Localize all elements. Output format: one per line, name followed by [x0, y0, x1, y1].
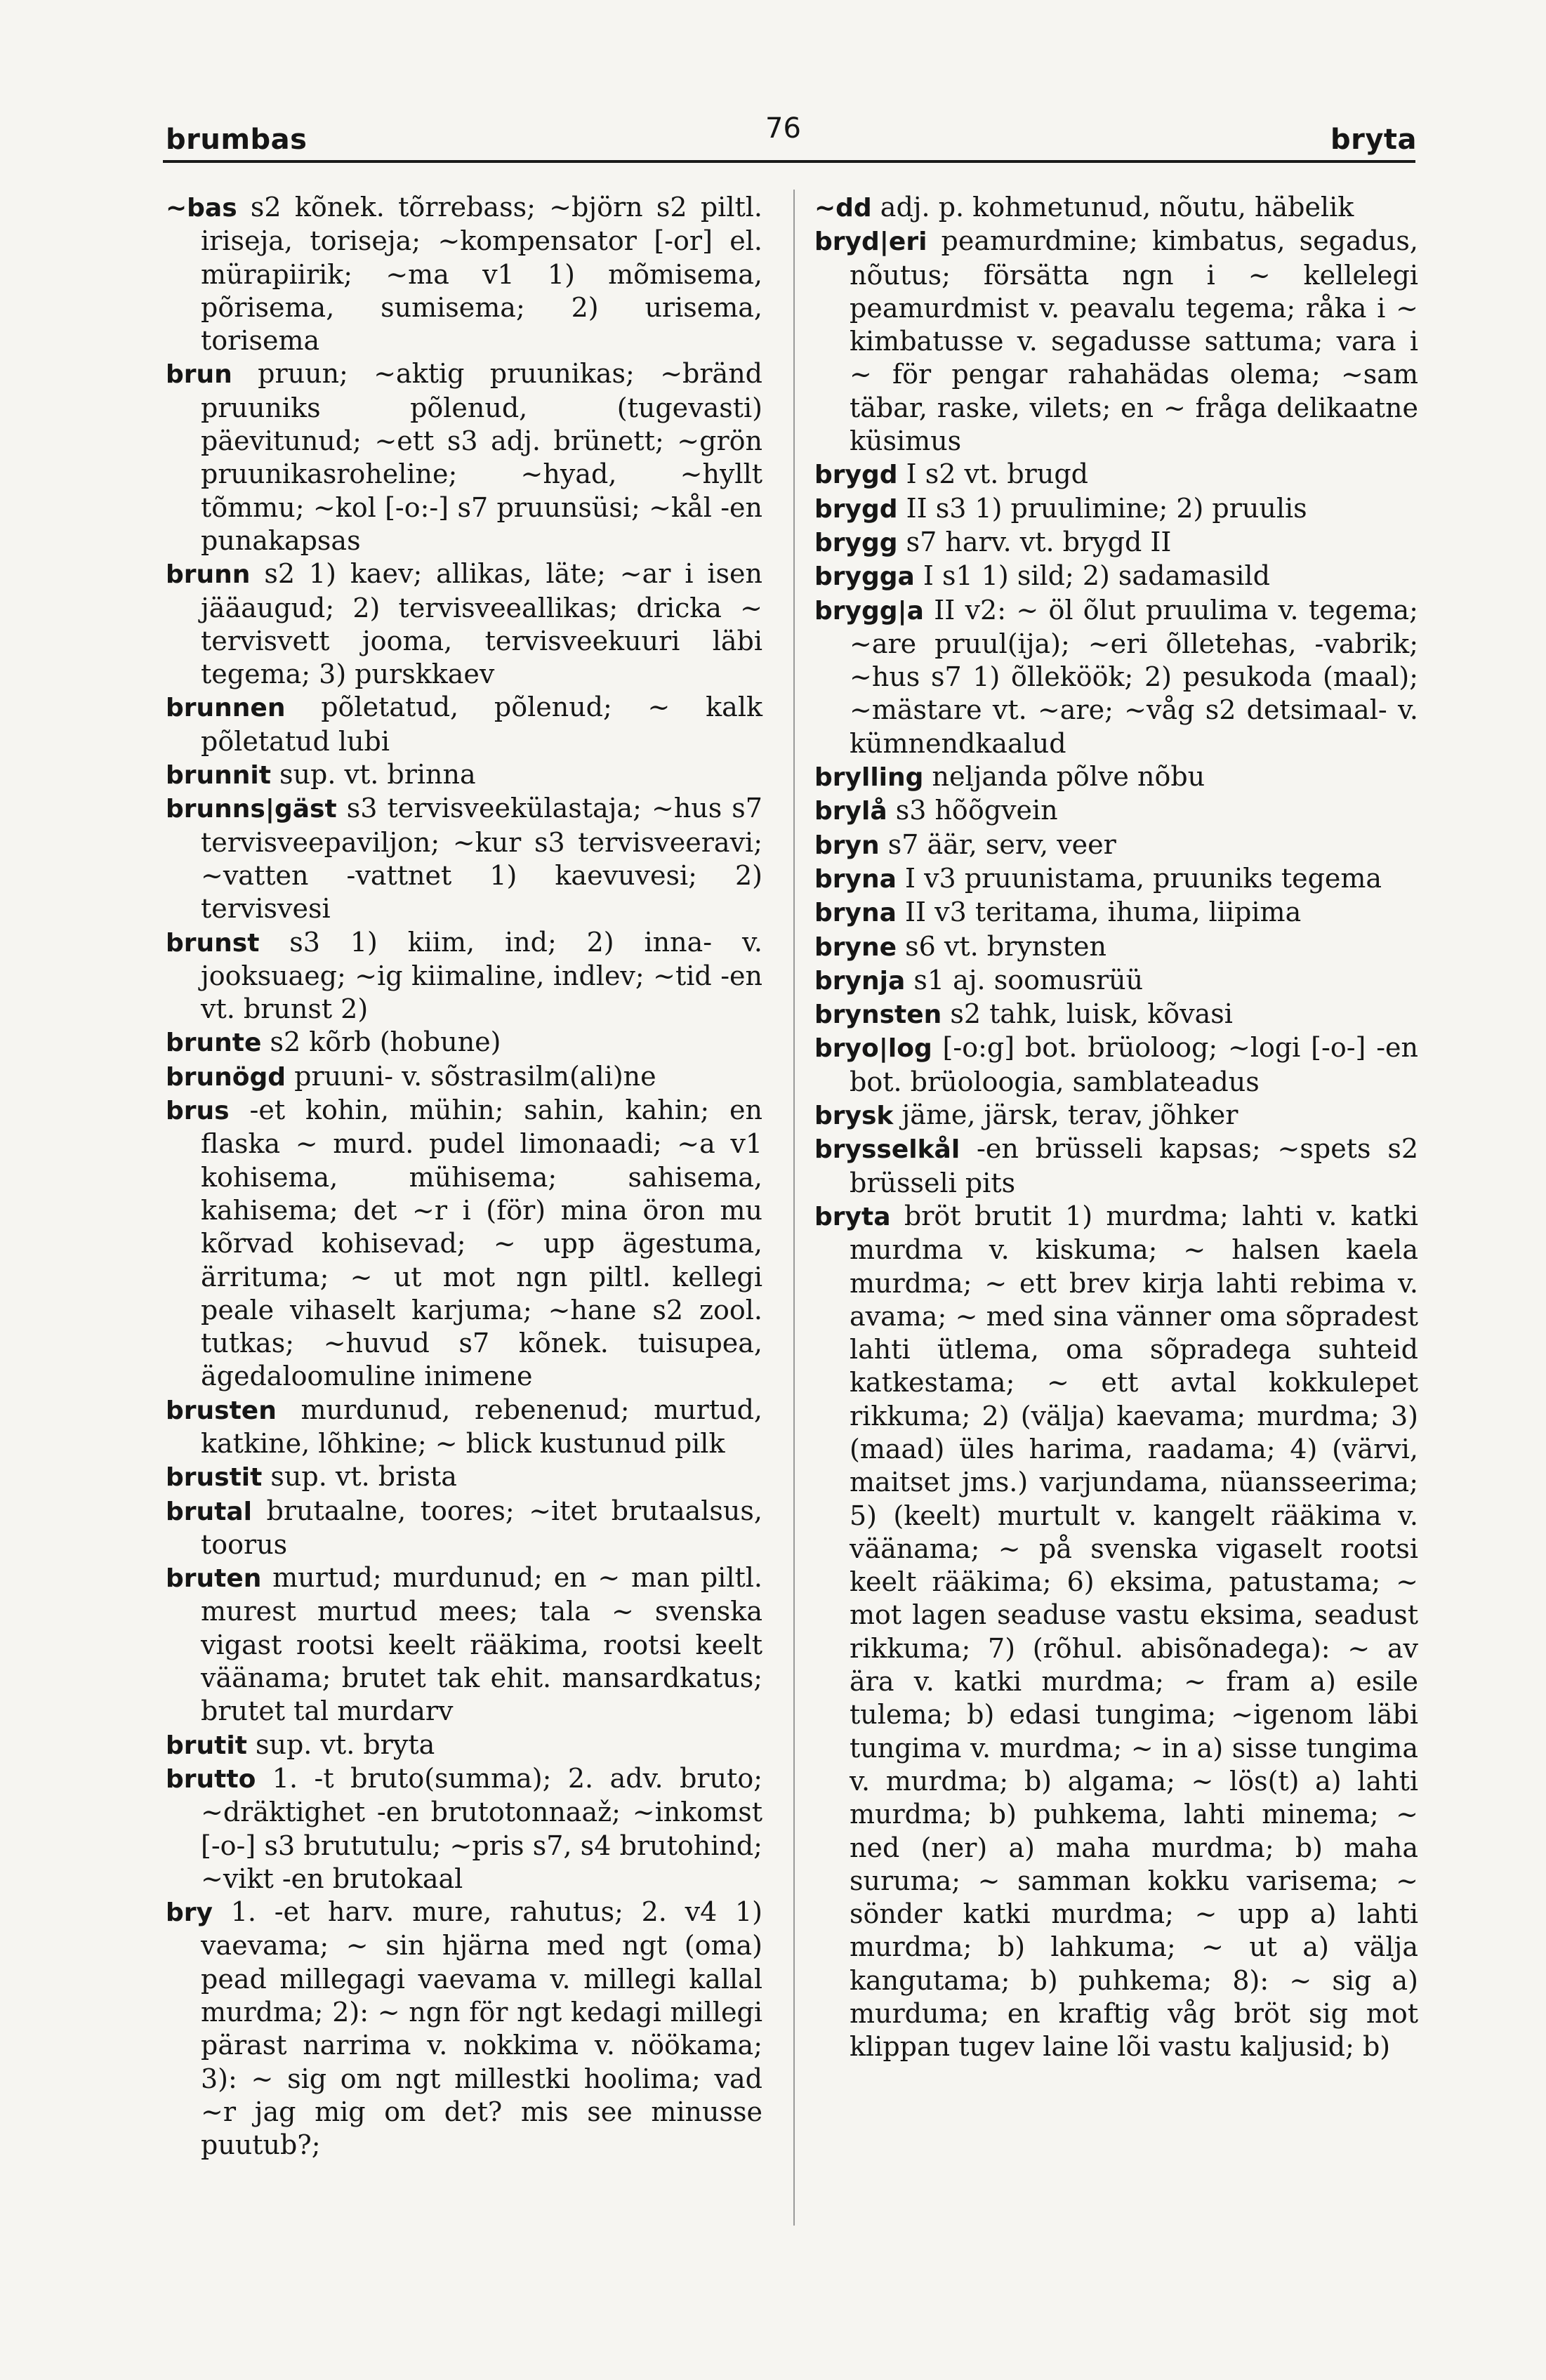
dictionary-entry: ~bas s2 kõnek. tõrrebass; ~björn s2 piltl. iriseja, toriseja; ~kompensator [-or] el. mürapiirik; ~ma v1 1) mõmisema, põrisema, sumisema; 2) urisema, torisema	[166, 192, 762, 357]
dictionary-entry: bryna II v3 teritama, ihuma, liipima	[814, 897, 1302, 928]
dictionary-entry: brysselkål -en brüsseli kapsas; ~spets s2 brüsseli pits	[814, 1133, 1418, 1198]
dictionary-entry: bryo|log [-o:g] bot. brüoloog; ~logi [-o-] -en bot. brüoloogia, samblateadus	[814, 1032, 1418, 1097]
dictionary-entry: brylå s3 hõõgvein	[814, 795, 1058, 826]
dictionary-entry: bryne s6 vt. brynsten	[814, 930, 1106, 962]
column-divider	[793, 190, 795, 2226]
dictionary-entry: bruten murtud; murdunud; en ~ man piltl. murest murtud mees; tala ~ svenska vigast rootsi keelt rääkima, rootsi keelt väänama; brutet tak ehit. mansardkatus; brutet tal murdarv	[166, 1562, 762, 1727]
dictionary-entry: bryta bröt brutit 1) murdma; lahti v. katki murdma v. kiskuma; ~ halsen kaela murdma; ~ ett brev kirja lahti rebima v. avama; ~ med sina vänner oma sõpradest lahti ütlema, oma sõpradega suhteid katkestama; ~ ett avtal kokkulepet rikkuma; 2) (välja) kaevama; murdma; 3) (maad) üles harima, raadama; 4) (värvi, maitset jms.) varjundama, nüansseerima; 5) (keelt) murtult v. kangelt rääkima v. väänama; ~ på svenska vigaselt rootsi keelt rääkima; 6) eksima, patustama; ~ mot lagen seaduse vastu eksima, seadust rikkuma; 7) (rõhul. abisõnadega): ~ av ära v. katki murdma; ~ fram a) esile tulema; b) edasi tungima; ~igenom läbi tungima v. murdma; ~ in a) sisse tungima v. murdma; b) algama; ~ lös(t) a) lahti murdma; b) puhkema, lahti minema; ~ ned (ner) a) maha murdma; b) maha suruma; ~ samman kokku varisema; ~ sönder katki murdma; ~ upp a) lahti murdma; b) lahkuma; ~ ut a) välja kangutama; b) puhkema; 8): ~ sig a) murduma; en kraftig våg bröt sig mot klippan tugev laine lõi vastu kaljusid; b)	[814, 1200, 1418, 2063]
dictionary-entry: brynja s1 aj. soomusrüü	[814, 964, 1144, 996]
dictionary-entry: brynsten s2 tahk, luisk, kõvasi	[814, 998, 1233, 1030]
dictionary-entry: brygg s7 harv. vt. brygd II	[814, 526, 1172, 557]
right-column	[814, 191, 1418, 2064]
dictionary-entry: brysk jäme, järsk, terav, jõhker	[814, 1099, 1238, 1131]
dictionary-entry: bry 1. -et harv. mure, rahutus; 2. v4 1) vaevama; ~ sin hjärna med ngt (oma) pead millegagi vaevama v. millegi kallal murdma; 2): ~ ngn för ngt kedagi millegi pärast narrima v. nokkima v. nöökama; 3): ~ sig om ngt millestki hoolima; vad ~r jag mig om det? mis see minusse puutub?;	[166, 1896, 762, 2161]
dictionary-entry: brunnit sup. vt. brinna	[166, 759, 476, 791]
dictionary-entry: bryna I v3 pruunistama, pruuniks tegema	[814, 862, 1382, 894]
dictionary-entry: brylling neljanda põlve nõbu	[814, 761, 1205, 793]
dictionary-entry: brygga I s1 1) sild; 2) sadamasild	[814, 560, 1270, 592]
dictionary-entry: brunst s3 1) kiim, ind; 2) inna- v. jooksuaeg; ~ig kiimaline, indlev; ~tid -en vt. brunst 2)	[166, 926, 762, 1025]
left-running-headword: brumbas	[166, 124, 308, 156]
dictionary-entry: bryn s7 äär, serv, veer	[814, 828, 1116, 860]
dictionary-entry: brunnen põletatud, põlenud; ~ kalk põletatud lubi	[166, 692, 762, 757]
dictionary-entry: bryd|eri peamurdmine; kimbatus, segadus, nõutus; försätta ngn i ~ kellelegi peamurdmist v. peavalu tegema; råka i ~ kimbatusse v. segadusse sattuma; vara i ~ för pengar rahahädas olema; ~sam täbar, raske, vilets; en ~ fråga delikaatne küsimus	[814, 225, 1418, 457]
page-number: 76	[765, 112, 801, 145]
dictionary-entry: brunn s2 1) kaev; allikas, läte; ~ar i isen jääaugud; 2) tervisveeallikas; dricka ~ tervisvett jooma, tervisveekuuri läbi tegema; 3) purskkaev	[166, 558, 762, 690]
dictionary-entry: brutit sup. vt. bryta	[166, 1728, 435, 1760]
dictionary-entry: brutal brutaalne, toores; ~itet brutaalsus, toorus	[166, 1495, 762, 1560]
dictionary-entry: brygg|a II v2: ~ öl õlut pruulima v. tegema; ~are pruul(ija); ~eri õlletehas, -vabrik; ~hus s7 1) õlleköök; 2) pesukoda (maal); ~mästare vt. ~are; ~våg s2 detsimaal- v. kümnendkaalud	[814, 594, 1418, 759]
dictionary-entry: brusten murdunud, rebenenud; murtud, katkine, lõhkine; ~ blick kustunud pilk	[166, 1394, 762, 1459]
dictionary-entry: brustit sup. vt. brista	[166, 1461, 457, 1493]
dictionary-entry: brunögd pruuni- v. sõstrasilm(ali)ne	[166, 1060, 656, 1092]
dictionary-entry: brygd I s2 vt. brugd	[814, 458, 1088, 490]
right-running-headword: bryta	[1330, 124, 1417, 156]
dictionary-entry: brutto 1. -t bruto(summa); 2. adv. bruto; ~dräktighet -en brutotonnaaž; ~inkomst [-o-] s3 brututulu; ~pris s7, s4 brutohind; ~vikt -en brutokaal	[166, 1762, 762, 1894]
dictionary-entry: brun pruun; ~aktig pruunikas; ~bränd pruuniks põlenud, (tugevasti) päevitunud; ~ett s3 adj. brünett; ~grön pruunikasroheline; ~hyad, ~hyllt tõmmu; ~kol [-o:-] s7 pruunsüsi; ~kål -en punakapsas	[166, 358, 762, 556]
left-column	[166, 191, 762, 2162]
dictionary-entry: ~dd adj. p. kohmetunud, nõutu, häbelik	[814, 192, 1354, 223]
dictionary-entry: brunns|gäst s3 tervisveekülastaja; ~hus s7 tervisveepaviljon; ~kur s3 tervisveeravi; ~vatten -vattnet 1) kaevuvesi; 2) tervisvesi	[166, 793, 762, 925]
dictionary-entry: brunte s2 kõrb (hobune)	[166, 1026, 501, 1058]
header-rule	[163, 160, 1415, 163]
dictionary-entry: brygd II s3 1) pruulimine; 2) pruulis	[814, 492, 1307, 524]
dictionary-entry: brus -et kohin, mühin; sahin, kahin; en flaska ~ murd. pudel limonaadi; ~a v1 kohisema, mühisema; sahisema, kahisema; det ~r i (för) mina öron mu kõrvad kohisevad; ~ upp ägestuma, ärrituma; ~ ut mot ngn piltl. kellegi peale vihaselt karjuma; ~hane s2 zool. tutkas; ~huvud s7 kõnek. tuisupea, ägedaloomuline inimene	[166, 1095, 762, 1392]
